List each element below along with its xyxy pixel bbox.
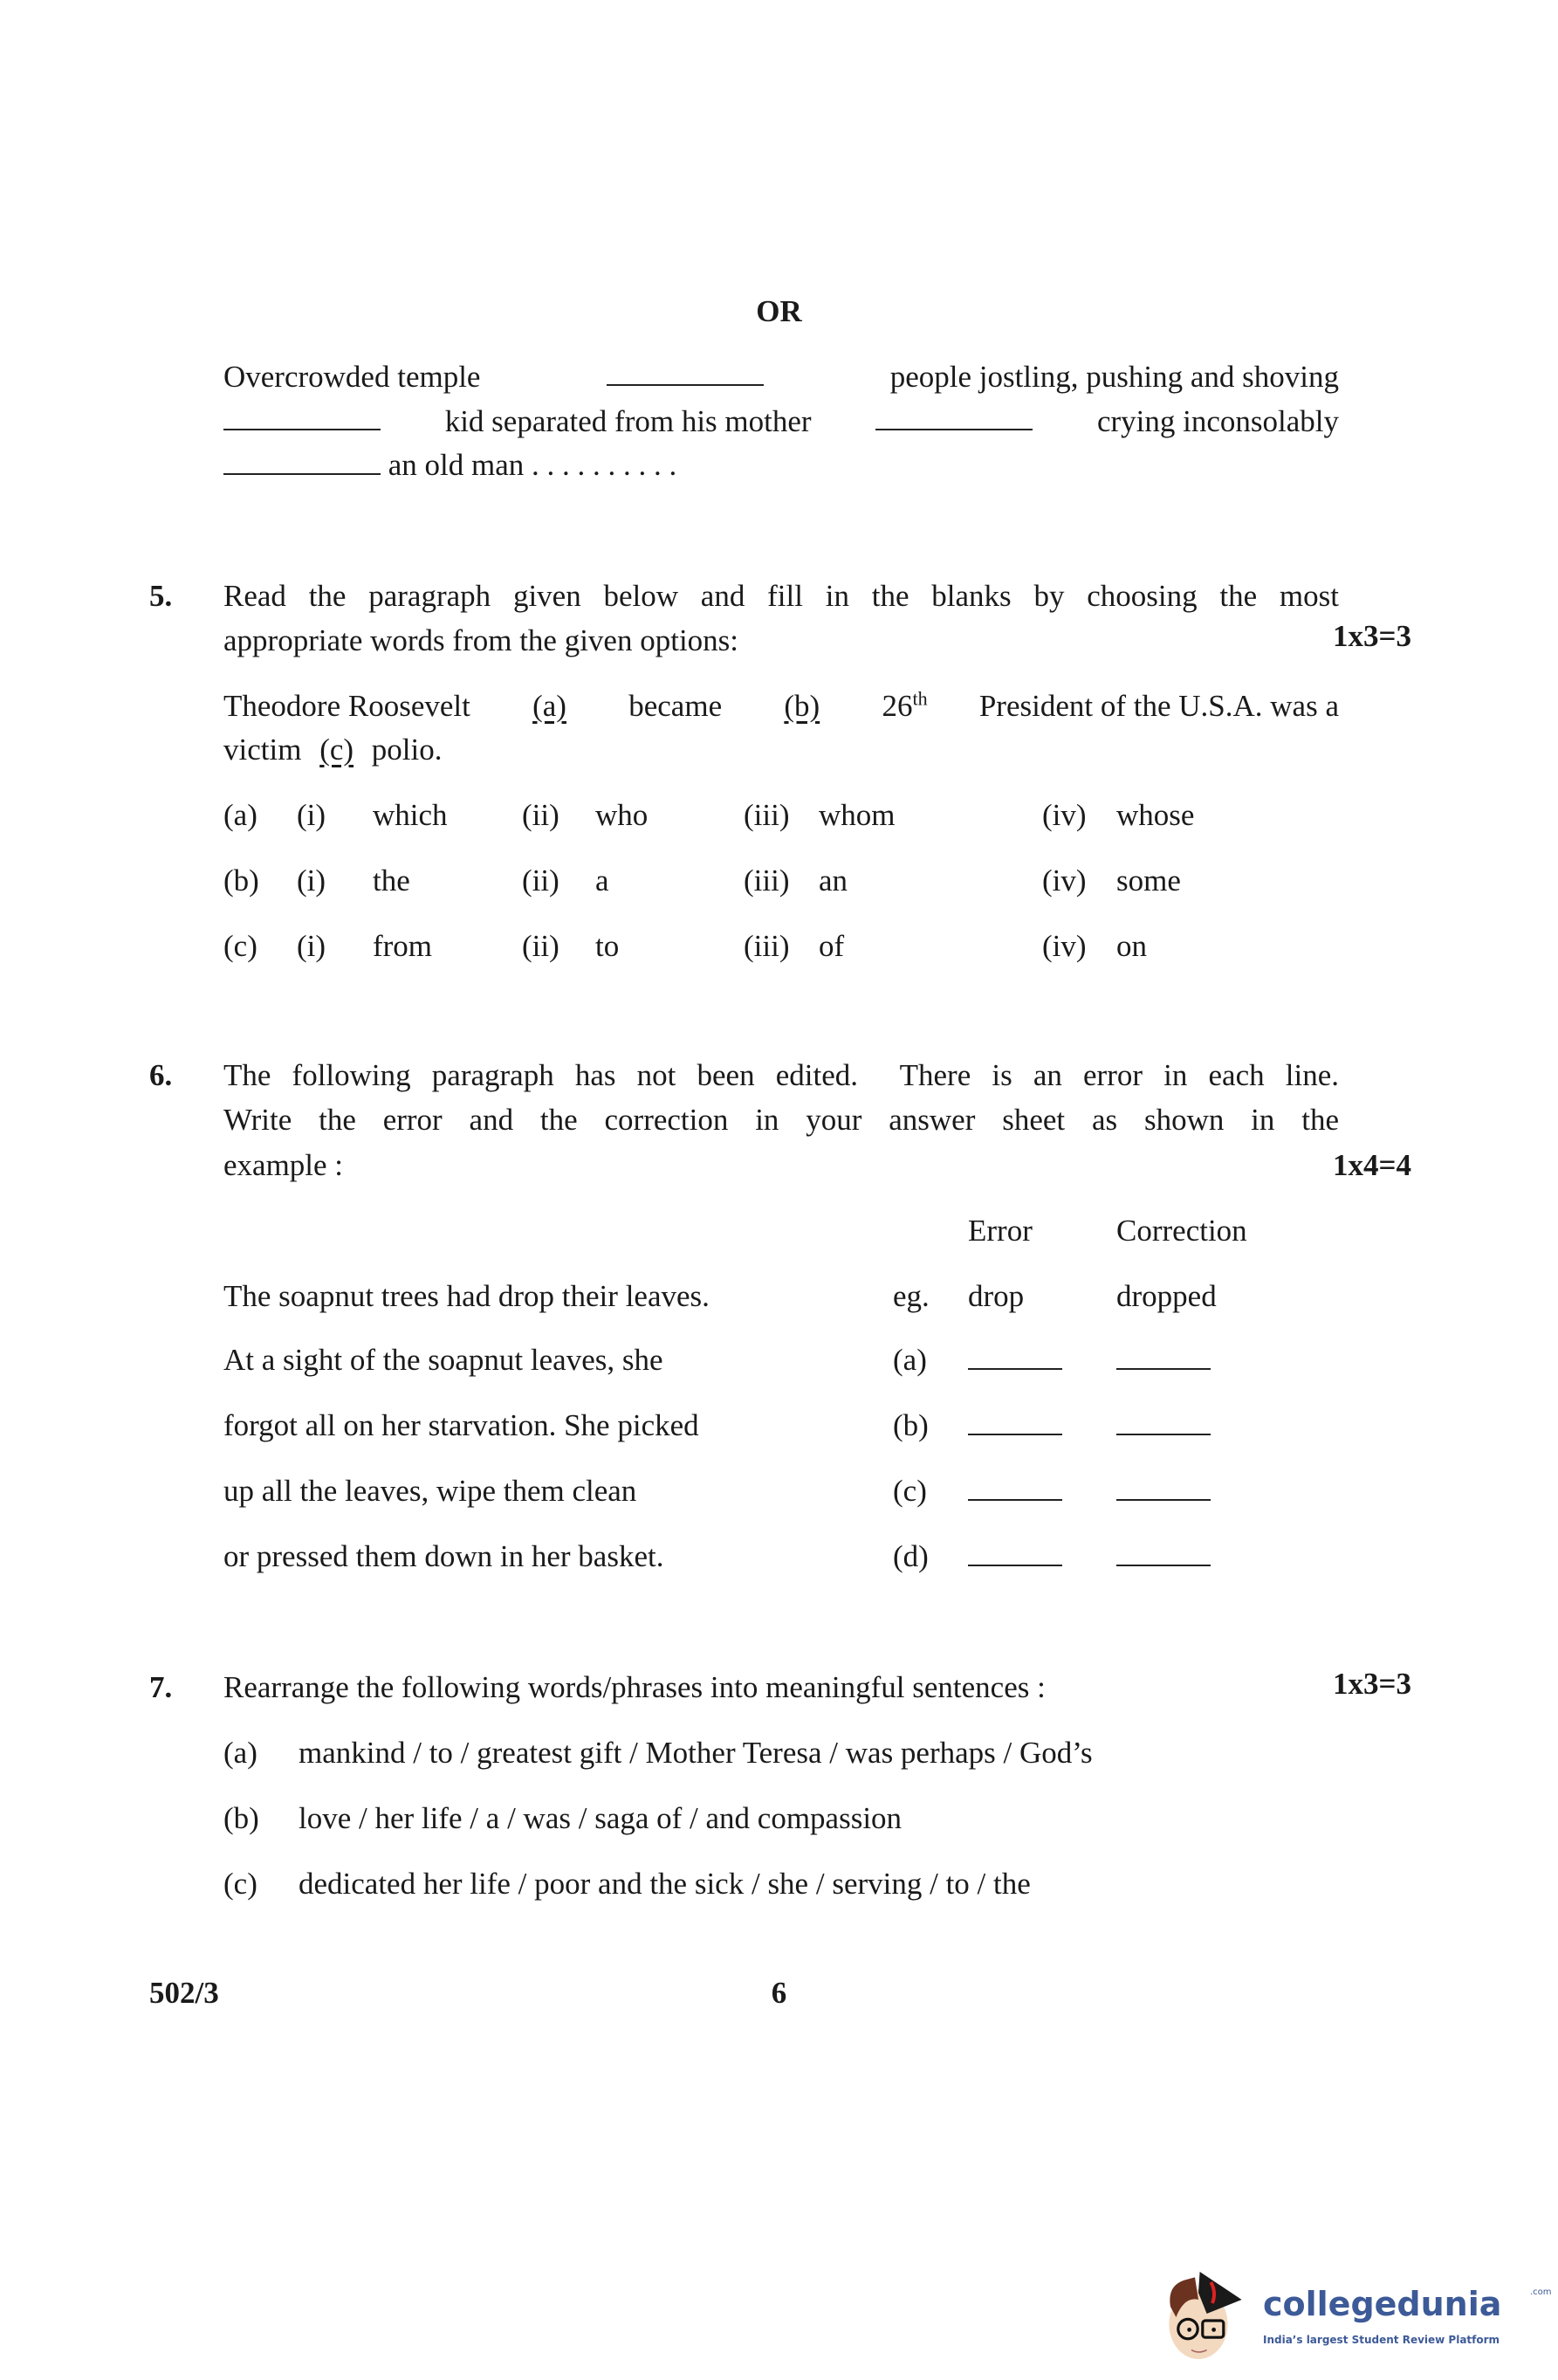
item-text: dedicated her life / poor and the sick / she / serving / to / the <box>299 1867 1031 1901</box>
q5-passage-line-1 <box>223 689 1339 724</box>
collegedunia-logo <box>1156 2253 1554 2375</box>
column-header-correction: Correction <box>1116 1214 1247 1248</box>
q5-prompt-line-1: Read the paragraph given below and fill in the blanks by choosing the most <box>223 579 1339 613</box>
logo-suffix: .com <box>1530 2287 1552 2297</box>
choice-word: who <box>595 798 649 832</box>
line-label: eg. <box>893 1279 930 1313</box>
choice-word: which <box>373 798 448 832</box>
line-label: (a) <box>893 1343 927 1377</box>
choice-word: a <box>595 863 609 898</box>
choice-numeral: (iii) <box>744 798 790 832</box>
correction-blank <box>1116 1408 1211 1443</box>
q7-prompt: Rearrange the following words/phrases into meaningful sentences : <box>223 1670 1046 1704</box>
mascot-icon <box>1156 2253 1261 2375</box>
blank <box>875 404 1033 430</box>
blank <box>223 404 381 430</box>
choice-word: from <box>373 929 433 963</box>
item-label: (a) <box>223 1736 257 1770</box>
option-row-label: (a) <box>223 798 257 832</box>
paper-code: 502/3 <box>149 1976 219 2010</box>
choice-numeral: (iii) <box>744 863 790 898</box>
page-number: 6 <box>771 1976 787 2010</box>
error-blank <box>968 1408 1062 1443</box>
choice-numeral: (ii) <box>522 929 559 963</box>
q6-prompt-line-1: The following paragraph has not been edited. There is an error in each line. <box>223 1058 1339 1092</box>
line-label: (c) <box>893 1474 927 1508</box>
correction-word: dropped <box>1116 1279 1217 1313</box>
blank-a: (a) <box>532 689 566 723</box>
or-paragraph-line-3 <box>223 448 676 483</box>
or-heading: OR <box>756 294 802 328</box>
q5-prompt-line-2: appropriate words from the given options: <box>223 623 739 657</box>
logo-tagline: India’s largest Student Review Platform <box>1263 2334 1500 2346</box>
error-blank <box>968 1343 1062 1378</box>
text: people jostling, pushing and shoving <box>889 360 1339 394</box>
blank-b: (b) <box>784 689 820 723</box>
blank <box>607 360 764 386</box>
choice-numeral: (iv) <box>1042 929 1087 963</box>
blank-c: (c) <box>319 733 354 767</box>
text: victim <box>223 733 302 767</box>
text: President of the U.S.A. was a <box>978 689 1339 723</box>
choice-numeral: (ii) <box>522 863 559 898</box>
marks: 1x3=3 <box>1333 1667 1411 1701</box>
choice-numeral: (iv) <box>1042 863 1087 898</box>
option-row-label: (c) <box>223 929 257 963</box>
text: became <box>628 689 723 723</box>
choice-word: whom <box>819 798 896 832</box>
text: Theodore Roosevelt <box>223 689 470 723</box>
line-text: up all the leaves, wipe them clean <box>223 1474 637 1508</box>
correction-blank <box>1116 1474 1211 1509</box>
text: 26 <box>882 689 913 723</box>
text: Overcrowded temple <box>223 360 481 394</box>
q6-prompt-line-2: Write the error and the correction in your answer sheet as shown in the <box>223 1103 1339 1137</box>
error-blank <box>968 1539 1062 1574</box>
line-text: At a sight of the soapnut leaves, she <box>223 1343 663 1377</box>
choice-word: whose <box>1116 798 1195 832</box>
logo-wordmark: collegedunia <box>1263 2285 1502 2323</box>
text: kid separated from his mother <box>444 404 812 438</box>
correction-blank <box>1116 1343 1211 1378</box>
blank <box>223 449 381 475</box>
item-text: mankind / to / greatest gift / Mother Teresa / was perhaps / God’s <box>299 1736 1093 1770</box>
line-text: or pressed them down in her basket. <box>223 1539 664 1573</box>
choice-word: an <box>819 863 848 898</box>
line-label: (d) <box>893 1539 929 1573</box>
correction-blank <box>1116 1539 1211 1574</box>
error-word: drop <box>968 1279 1025 1313</box>
marks: 1x4=4 <box>1333 1148 1411 1182</box>
question-number: 6. <box>149 1058 173 1092</box>
q6-prompt-line-3: example : <box>223 1148 344 1182</box>
text: polio. <box>371 733 443 767</box>
choice-numeral: (ii) <box>522 798 559 832</box>
choice-word: the <box>373 863 410 898</box>
question-number: 5. <box>149 579 173 613</box>
or-paragraph-line-1 <box>223 360 1339 395</box>
superscript: th <box>912 687 928 710</box>
marks: 1x3=3 <box>1333 619 1411 653</box>
choice-word: of <box>819 929 845 963</box>
choice-numeral: (i) <box>297 929 326 963</box>
choice-numeral: (iii) <box>744 929 790 963</box>
choice-numeral: (i) <box>297 863 326 898</box>
item-text: love / her life / a / was / saga of / and compassion <box>299 1801 903 1835</box>
line-label: (b) <box>893 1408 929 1442</box>
item-label: (b) <box>223 1801 259 1835</box>
choice-word: on <box>1116 929 1147 963</box>
choice-numeral: (i) <box>297 798 326 832</box>
option-row-label: (b) <box>223 863 259 898</box>
text: crying inconsolably <box>1096 404 1339 438</box>
choice-numeral: (iv) <box>1042 798 1087 832</box>
q5-passage-line-2 <box>223 733 443 767</box>
question-number: 7. <box>149 1670 173 1704</box>
choice-word: to <box>595 929 620 963</box>
error-blank <box>968 1474 1062 1509</box>
item-label: (c) <box>223 1867 257 1901</box>
text: an old man . . . . . . . . . . <box>388 448 677 482</box>
choice-word: some <box>1116 863 1181 898</box>
or-paragraph-line-2 <box>223 404 1339 439</box>
line-text: The soapnut trees had drop their leaves. <box>223 1279 710 1313</box>
line-text: forgot all on her starvation. She picked <box>223 1408 699 1442</box>
column-header-error: Error <box>968 1214 1033 1248</box>
